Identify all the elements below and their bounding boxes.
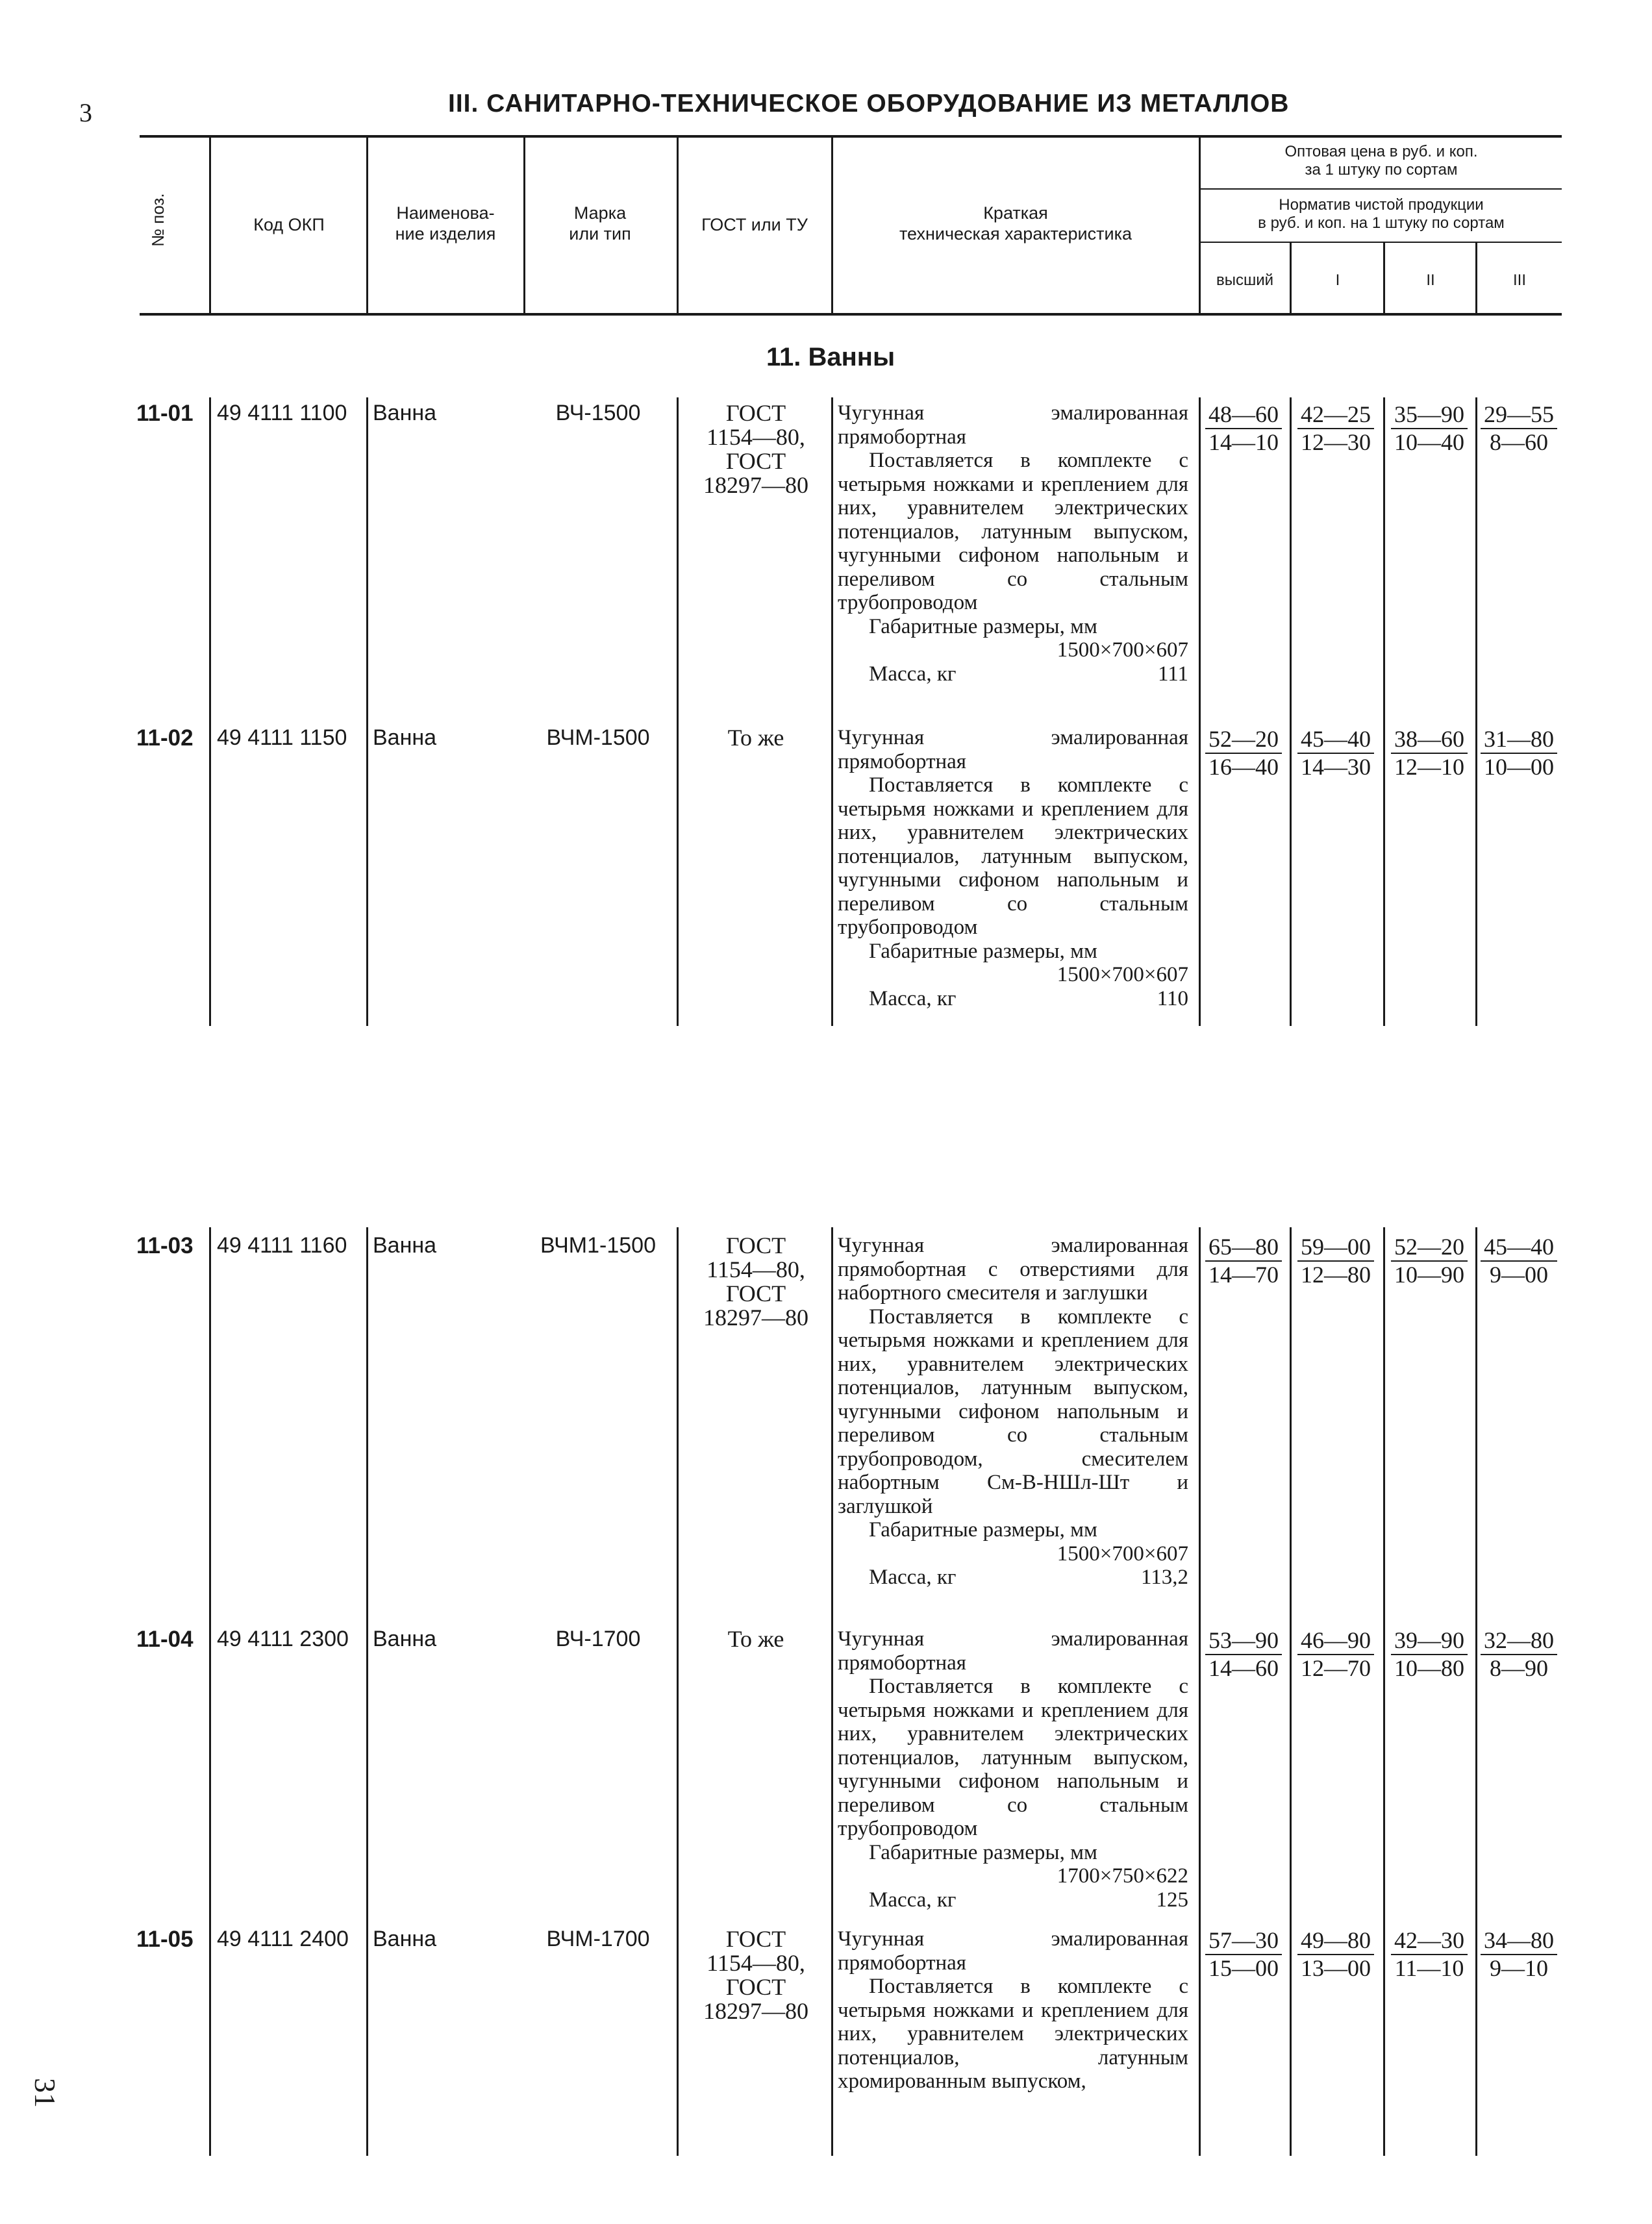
price-cell [1481, 401, 1557, 455]
header-num: № поз. [148, 193, 168, 247]
price-cell [1391, 401, 1468, 455]
norm-value: 8—90 [1490, 1655, 1548, 1681]
gost-line: 1154—80, [707, 1950, 805, 1976]
row-name: Ванна [373, 1927, 437, 1951]
header-grade: высший [1216, 271, 1274, 289]
norm-value: 12—30 [1301, 429, 1371, 455]
gost-line: То же [727, 1626, 784, 1652]
price-cell [1205, 1234, 1282, 1288]
row-description [838, 1234, 1188, 1590]
header-name [370, 203, 521, 244]
header-price-line1: Оптовая цена в руб. и коп. [1284, 143, 1478, 160]
price-cell [1297, 1927, 1374, 1981]
mass-value: 110 [1157, 986, 1188, 1010]
column-rule [1475, 397, 1477, 1026]
header-divider [523, 136, 525, 313]
row-code: 49 4111 1100 [217, 401, 347, 425]
header-norm-line1: Норматив чистой продукции [1279, 196, 1484, 214]
norm-value: 11—10 [1394, 1955, 1464, 1981]
row-code: 49 4111 2400 [217, 1927, 349, 1951]
column-rule [1290, 1227, 1292, 2156]
price-value: 53—90 [1205, 1627, 1282, 1655]
header-price-line2: за 1 штуку по сортам [1305, 161, 1458, 179]
header-divider [831, 136, 833, 313]
norm-value: 10—80 [1394, 1655, 1464, 1681]
description-text: Чугунная эмалированная прямобортная [838, 401, 1188, 449]
section-title: 11. Ванны [766, 343, 895, 371]
dims-value: 1500×700×607 [1057, 963, 1188, 986]
column-rule [831, 1227, 833, 2156]
header-divider [1475, 243, 1477, 313]
row-name: Ванна [373, 1627, 437, 1651]
gost-line: ГОСТ [725, 1974, 786, 2000]
header-mark [526, 203, 674, 244]
mass-line [838, 1566, 1188, 1590]
header-grade: II [1426, 271, 1435, 289]
header-price [1201, 143, 1561, 179]
supply-text: Поставляется в комплекте с четырьмя ножками и креплением для них, уравнителем электрических потенциалов, латунным выпуском, чугунными сифоном напольным и переливом со стальным трубопроводом [838, 1675, 1188, 1840]
dims-value: 1500×700×607 [1057, 638, 1188, 662]
price-value: 46—90 [1297, 1627, 1374, 1655]
column-rule [1475, 1227, 1477, 2156]
column-rule [366, 1227, 368, 2156]
header-mark-line1: Марка [573, 203, 627, 223]
row-pos: 11-03 [136, 1233, 194, 1258]
row-name: Ванна [373, 1233, 437, 1258]
norm-value: 16—40 [1208, 754, 1279, 780]
mass-line [838, 987, 1188, 1011]
row-description [838, 1927, 1188, 2093]
header-price-rule [1199, 188, 1562, 190]
row-gost [684, 726, 827, 750]
price-cell [1481, 1627, 1557, 1681]
price-value: 34—80 [1481, 1927, 1557, 1955]
price-value: 52—20 [1205, 726, 1282, 754]
price-value: 32—80 [1481, 1627, 1557, 1655]
gost-line: 1154—80, [707, 1256, 805, 1282]
price-value: 29—55 [1481, 401, 1557, 429]
header-desc [834, 203, 1197, 244]
header-norm-line2: в руб. и коп. на 1 штуку по сортам [1258, 214, 1505, 232]
norm-value: 10—90 [1394, 1262, 1464, 1288]
header-divider [1290, 243, 1292, 313]
norm-value: 13—00 [1301, 1955, 1371, 1981]
norm-value: 14—30 [1301, 754, 1371, 780]
column-rule [1199, 1227, 1201, 2156]
price-cell [1391, 726, 1468, 780]
price-value: 59—00 [1297, 1234, 1374, 1262]
price-cell [1391, 1627, 1468, 1681]
dims-value: 1700×750×622 [1057, 1864, 1188, 1888]
norm-value: 10—00 [1484, 754, 1554, 780]
header-bottom-rule [140, 313, 1562, 316]
header-norm [1201, 196, 1561, 232]
gost-line: 18297—80 [703, 1998, 808, 2024]
price-cell [1481, 1927, 1557, 1981]
norm-value: 14—10 [1208, 429, 1279, 455]
mass-label: Масса, кг [869, 662, 957, 686]
norm-value: 12—10 [1394, 754, 1464, 780]
page-title: III. САНИТАРНО-ТЕХНИЧЕСКОЕ ОБОРУДОВАНИЕ ИЗ МЕТАЛЛОВ [448, 90, 1290, 118]
norm-value: 14—70 [1208, 1262, 1279, 1288]
price-cell [1205, 726, 1282, 780]
header-divider [677, 136, 679, 313]
row-description [838, 1627, 1188, 1912]
mass-value: 125 [1156, 1888, 1188, 1912]
header-gost: ГОСТ или ТУ [701, 215, 808, 234]
header-name-line2: ние изделия [395, 224, 496, 244]
description-text: Чугунная эмалированная прямобортная [838, 1927, 1188, 1975]
price-cell [1481, 726, 1557, 780]
price-cell [1205, 1927, 1282, 1981]
header-divider [209, 136, 211, 313]
gost-line: ГОСТ [725, 1232, 786, 1258]
row-code: 49 4111 1150 [217, 725, 347, 750]
price-value: 45—40 [1481, 1234, 1557, 1262]
norm-value: 10—40 [1394, 429, 1464, 455]
page-number: 31 [29, 2078, 62, 2108]
row-pos: 11-05 [136, 1927, 194, 1952]
description-text: Чугунная эмалированная прямобортная [838, 726, 1188, 773]
row-code: 49 4111 1160 [217, 1233, 347, 1258]
dims-label: Габаритные размеры, мм [869, 614, 1097, 638]
gost-line: ГОСТ [725, 1926, 786, 1952]
column-rule [209, 397, 211, 1026]
supply-text: Поставляется в комплекте с четырьмя ножками и креплением для них, уравнителем электрических потенциалов, латунным выпуском, чугунными сифоном напольным и переливом со стальным трубопроводом [838, 773, 1188, 939]
price-value: 57—30 [1205, 1927, 1282, 1955]
norm-value: 9—00 [1490, 1262, 1548, 1288]
mass-label: Масса, кг [869, 1566, 957, 1589]
row-mark: ВЧМ-1700 [546, 1927, 650, 1951]
price-value: 35—90 [1391, 401, 1468, 429]
price-cell [1297, 1234, 1374, 1288]
mass-label: Масса, кг [869, 1888, 957, 1912]
mass-value: 113,2 [1140, 1566, 1188, 1589]
dims-label: Габаритные размеры, мм [869, 1840, 1097, 1864]
column-rule [831, 397, 833, 1026]
column-rule [1383, 1227, 1385, 2156]
price-value: 49—80 [1297, 1927, 1374, 1955]
mass-label: Масса, кг [869, 986, 957, 1010]
price-cell [1391, 1234, 1468, 1288]
header-grade: I [1335, 271, 1340, 289]
price-cell [1297, 726, 1374, 780]
supply-text: Поставляется в комплекте с четырьмя ножками и креплением для них, уравнителем электрических потенциалов, латунным выпуском, чугунными сифоном напольным и переливом со стальным трубопроводом, смесителем набортным См-В-НШл-Шт и заглушкой [838, 1305, 1188, 1518]
header-name-line1: Наименова- [396, 203, 495, 223]
mass-line [838, 1888, 1188, 1912]
price-value: 38—60 [1391, 726, 1468, 754]
row-gost [684, 1927, 827, 2023]
column-rule [677, 397, 679, 1026]
row-name: Ванна [373, 725, 437, 750]
norm-value: 14—60 [1208, 1655, 1279, 1681]
dims-label: Габаритные размеры, мм [869, 939, 1097, 963]
norm-value: 15—00 [1208, 1955, 1279, 1981]
row-pos: 11-01 [136, 401, 194, 426]
description-text: Чугунная эмалированная прямобортная с отверстиями для набортного смесителя и заглушки [838, 1234, 1188, 1305]
row-name: Ванна [373, 401, 437, 425]
gost-line: То же [727, 725, 784, 751]
column-rule [1383, 397, 1385, 1026]
gost-line: 18297—80 [703, 472, 808, 498]
norm-value: 8—60 [1490, 429, 1548, 455]
header-code: Код ОКП [253, 215, 325, 234]
header-top-rule [140, 135, 1562, 138]
price-value: 42—30 [1391, 1927, 1468, 1955]
gost-line: ГОСТ [725, 448, 786, 474]
page-corner-mark: 3 [79, 98, 92, 127]
header-desc-line2: техническая характеристика [899, 224, 1132, 244]
supply-text: Поставляется в комплекте с четырьмя ножками и креплением для них, уравнителем электрических потенциалов, латунным хромированным выпуском, [838, 1975, 1188, 2093]
row-description [838, 726, 1188, 1010]
gost-line: 1154—80, [707, 424, 805, 450]
price-value: 48—60 [1205, 401, 1282, 429]
header-desc-line1: Краткая [983, 203, 1048, 223]
dims-value: 1500×700×607 [1057, 1542, 1188, 1566]
row-mark: ВЧ-1700 [555, 1627, 641, 1651]
row-gost [684, 1234, 827, 1330]
price-value: 52—20 [1391, 1234, 1468, 1262]
price-value: 31—80 [1481, 726, 1557, 754]
price-cell [1205, 401, 1282, 455]
row-pos: 11-02 [136, 725, 194, 751]
header-mark-line2: или тип [569, 224, 631, 244]
gost-line: 18297—80 [703, 1305, 808, 1331]
header-norm-rule [1199, 242, 1562, 243]
column-rule [209, 1227, 211, 2156]
price-value: 45—40 [1297, 726, 1374, 754]
mass-line [838, 662, 1188, 686]
column-rule [677, 1227, 679, 2156]
header-grade: III [1512, 271, 1526, 289]
column-rule [366, 397, 368, 1026]
price-cell [1481, 1234, 1557, 1288]
row-mark: ВЧ-1500 [555, 401, 641, 425]
price-cell [1391, 1927, 1468, 1981]
description-text: Чугунная эмалированная прямобортная [838, 1627, 1188, 1675]
price-cell [1297, 401, 1374, 455]
row-gost [684, 401, 827, 497]
price-value: 39—90 [1391, 1627, 1468, 1655]
price-value: 65—80 [1205, 1234, 1282, 1262]
row-description [838, 401, 1188, 686]
column-rule [1290, 397, 1292, 1026]
row-code: 49 4111 2300 [217, 1627, 349, 1651]
column-rule [1199, 397, 1201, 1026]
gost-line: ГОСТ [725, 1281, 786, 1306]
gost-line: ГОСТ [725, 400, 786, 426]
row-pos: 11-04 [136, 1627, 194, 1652]
norm-value: 12—70 [1301, 1655, 1371, 1681]
row-gost [684, 1627, 827, 1651]
supply-text: Поставляется в комплекте с четырьмя ножками и креплением для них, уравнителем электрических потенциалов, латунным выпуском, чугунными сифоном напольным и переливом со стальным трубопроводом [838, 449, 1188, 614]
price-value: 42—25 [1297, 401, 1374, 429]
price-cell [1205, 1627, 1282, 1681]
dims-label: Габаритные размеры, мм [869, 1518, 1097, 1542]
norm-value: 9—10 [1490, 1955, 1548, 1981]
mass-value: 111 [1157, 662, 1188, 686]
row-mark: ВЧМ1-1500 [540, 1233, 656, 1258]
header-divider [366, 136, 368, 313]
price-cell [1297, 1627, 1374, 1681]
header-divider [1383, 243, 1385, 313]
norm-value: 12—80 [1301, 1262, 1371, 1288]
row-mark: ВЧМ-1500 [546, 725, 650, 750]
